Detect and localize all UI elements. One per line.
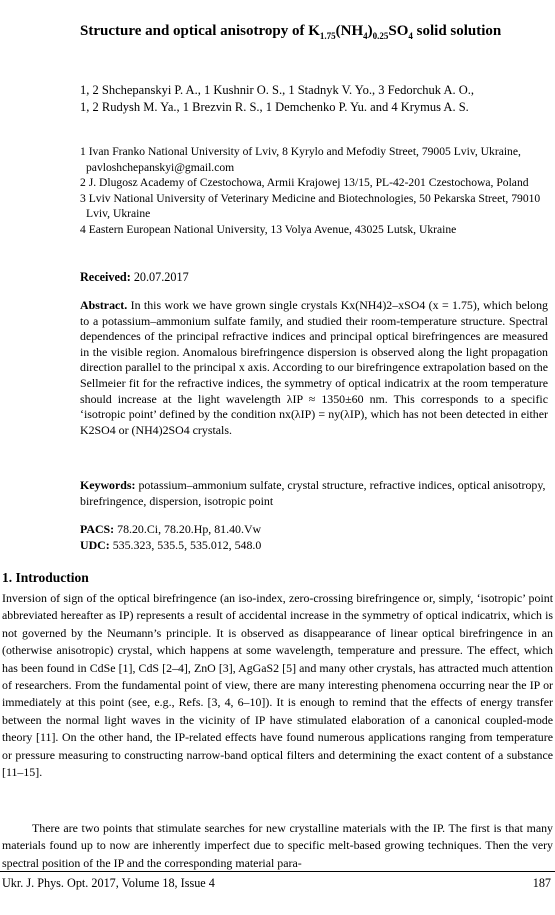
abstract-text: In this work we have grown single crystals Kx(NH4)2–xSO4 (x = 1.75), which belong to a potassium–ammonium sulfate family, and studied their room-temperature structure. Spectral dependences of the principal refractive indices and principal optical birefringences are measured in the visible region. Anomalous birefringence dispersion is observed along the light propagation direction parallel to the principal x axis. According to our birefringence extrapolation based on the Sellmeier fit for the refractive indices, the symmetry of optical indicatrix at the room temperature should increase at the light wavelength λIP ≈ 1350±60 nm. This corresponds to a specific ‘isotropic point’ defined by the condition nx(λIP) = ny(λIP), which has not been detected in either K2SO4 or (NH4)2SO4 crystals. — [80, 298, 548, 437]
keywords-label: Keywords: — [80, 478, 136, 492]
journal-citation: Ukr. J. Phys. Opt. 2017, Volume 18, Issue 4 — [2, 876, 215, 890]
author-line-1: 1, 2 Shchepanskyi P. A., 1 Kushnir O. S., 1 Stadnyk V. Yo., 3 Fedorchuk A. O., — [80, 83, 475, 97]
section-heading: 1. Introduction — [2, 570, 89, 585]
classification-codes — [80, 522, 261, 553]
affiliation-1: 1 Ivan Franko National University of Lviv, 8 Kyrylo and Mefodiy Street, 79005 Lviv, Ukraine, pavloshchepanskyi@gmail.com — [80, 145, 521, 174]
udc-line — [80, 538, 261, 554]
received-date — [80, 270, 189, 285]
abstract-label: Abstract. — [80, 298, 128, 312]
keywords-text: potassium–ammonium sulfate, crystal structure, refractive indices, optical anisotropy, birefringence, dispersion, isotropic point — [80, 478, 546, 508]
pacs-label: PACS: — [80, 522, 115, 536]
author-line-2: 1, 2 Rudysh M. Ya., 1 Brezvin R. S., 1 Demchenko P. Yu. and 4 Krymus A. S. — [80, 100, 469, 114]
affiliation-2: 2 J. Dlugosz Academy of Czestochowa, Armii Krajowej 13/15, PL-42-201 Czestochowa, Poland — [80, 176, 529, 189]
udc-label: UDC: — [80, 537, 110, 552]
paper-title: Structure and optical anisotropy of $K_{1.75}(NH_4)_{0.25}SO_4$ solid solution — [80, 23, 502, 41]
body-paragraph-1: Inversion of sign of the optical birefringence (an iso-index, zero-crossing birefringence or, simply, ‘isotropic’ point abbreviated hereafter as IP) represents a result of accidental increase in the symmetry of optical indicatrix, which is not governed by the Neumann’s principle. It is observed as disappearance of linear optical birefringence in an (otherwise anisotropic) crystal, which happens at some wavelength, temperature and pressure. The effect, which has been found in CdSe [1], CdS [2–4], ZnO [3], AgGaS2 [5] and many other crystals, has attracted much attention of researchers. From the fundamental point of view, there are many interesting phenomena occurring near the IP or immediately at this point (see, e.g., Refs. [3, 4, 6–10]). It is enough to remind that the effects of energy transfer between the normal light waves in the vicinity of IP have stimulated elaboration of a canonical coupled-mode theory [11]. On the other hand, the IP-related effects have found numerous applications ranging from temperature or pressure measuring to constructing narrow-band optical filters and determining the exact content of a substance [11–15]. — [2, 591, 553, 780]
abstract — [80, 298, 548, 438]
footer-rule — [0, 871, 555, 872]
page-footer — [2, 876, 553, 891]
affiliation-4: 4 Eastern European National University, 13 Volya Avenue, 43025 Lutsk, Ukraine — [80, 222, 457, 236]
pacs-line — [80, 522, 261, 538]
affiliations — [80, 144, 550, 237]
author-list — [80, 82, 550, 116]
pacs-text: 78.20.Ci, 78.20.Hp, 81.40.Vw — [117, 522, 262, 536]
udc-text: 535.323, 535.5, 535.012, 548.0 — [112, 537, 262, 552]
keywords — [80, 478, 548, 509]
received-value: 20.07.2017 — [133, 270, 189, 284]
page-number: 187 — [532, 876, 551, 890]
received-label: Received: — [80, 270, 131, 284]
affiliation-3: 3 Lviv National University of Veterinary Medicine and Biotechnologies, 50 Pekarska Street, 79010 Lviv, Ukraine — [80, 191, 541, 220]
body-paragraph-2: There are two points that stimulate searches for new crystalline materials with the IP. The first is that many materials found up to now are inherently imperfect due to specific melt-based growing techniques. Then the very spectral position of the IP and the corresponding material para- — [2, 821, 553, 870]
